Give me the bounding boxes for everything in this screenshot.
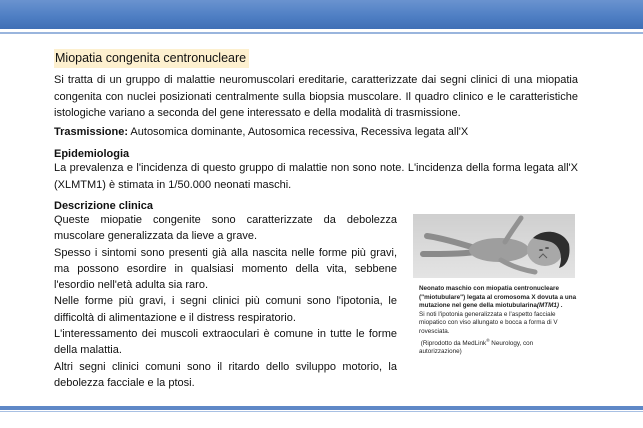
caption-bold: Neonato maschio con miopatia centronucleare ("miotubulare") legata al cromosoma X dovuta a una mutazione nel gene della miotubularina — [419, 285, 577, 310]
clinical-description-heading: Descrizione clinica — [54, 200, 154, 212]
figure-caption — [419, 285, 577, 357]
clinical-paragraph: Spesso i sintomi sono presenti già alla nascita nelle forme più gravi, ma possono esordire in qualsiasi momento della vita, sebbene l'esordio nell'età adulta sia raro. — [54, 246, 397, 292]
epidemiology-heading: Epidemiologia — [54, 148, 130, 160]
epidemiology-paragraph: La prevalenza e l'incidenza di questo gruppo di malattie non sono note. L'incidenza della forma legata all'X (XLMTM1) è stimata in 1/50.000 neonati maschi. — [54, 162, 578, 191]
clinical-paragraph: Altri segni clinici comuni sono il ritardo dello sviluppo motorio, la debolezza facciale e la ptosi. — [54, 360, 397, 389]
clinical-paragraph: Nelle forme più gravi, i segni clinici più comuni sono l'ipotonia, le difficoltà di alimentazione e il distress respiratorio. — [54, 295, 397, 324]
clinical-paragraph: L'interessamento dei muscoli extraoculari è comune in tutte le forme della malattia. — [54, 328, 397, 357]
caption-bold-end: . — [558, 302, 563, 310]
header-divider-accent — [0, 32, 643, 34]
footer-divider — [0, 411, 643, 412]
intro-paragraph: Si tratta di un gruppo di malattie neuromuscolari ereditarie, caratterizzate dai segni clinici di una miopatia congenita con nuclei posizionati centralmente sulla biopsia muscolare. Il quadro clinico e le caratteristiche istologiche variano a seconda del gene interessato e della modalità di trasmissione. — [54, 74, 578, 119]
transmission-value: Autosomica dominante, Autosomica recessiva, Recessiva legata all'X — [127, 126, 469, 138]
clinical-paragraph: Queste miopatie congenite sono caratterizzate da debolezza muscolare generalizzata da lieve a grave. — [54, 214, 397, 243]
credit-suffix: Neurology, con autorizzazione) — [419, 339, 534, 356]
caption-text: Si noti l'ipotonia generalizzata e l'aspetto facciale miopatico con viso allungato e bocca a forma di V rovesciata. — [419, 310, 558, 335]
clinical-description — [54, 212, 397, 391]
header-bar — [0, 0, 643, 29]
page-title: Miopatia congenita centronucleare — [54, 49, 249, 68]
infant-photo — [413, 214, 575, 278]
transmission-label: Trasmissione: — [54, 126, 128, 138]
caption-gene: (MTM1) — [536, 302, 559, 310]
caption-title — [419, 285, 577, 311]
transmission-line — [54, 124, 578, 141]
footer-bar — [0, 406, 643, 410]
credit-prefix: (Riprodotto da MedLink — [420, 339, 487, 347]
registered-mark: ® — [486, 337, 490, 343]
caption-credit — [419, 337, 577, 357]
infant-photo-illustration — [413, 214, 575, 278]
